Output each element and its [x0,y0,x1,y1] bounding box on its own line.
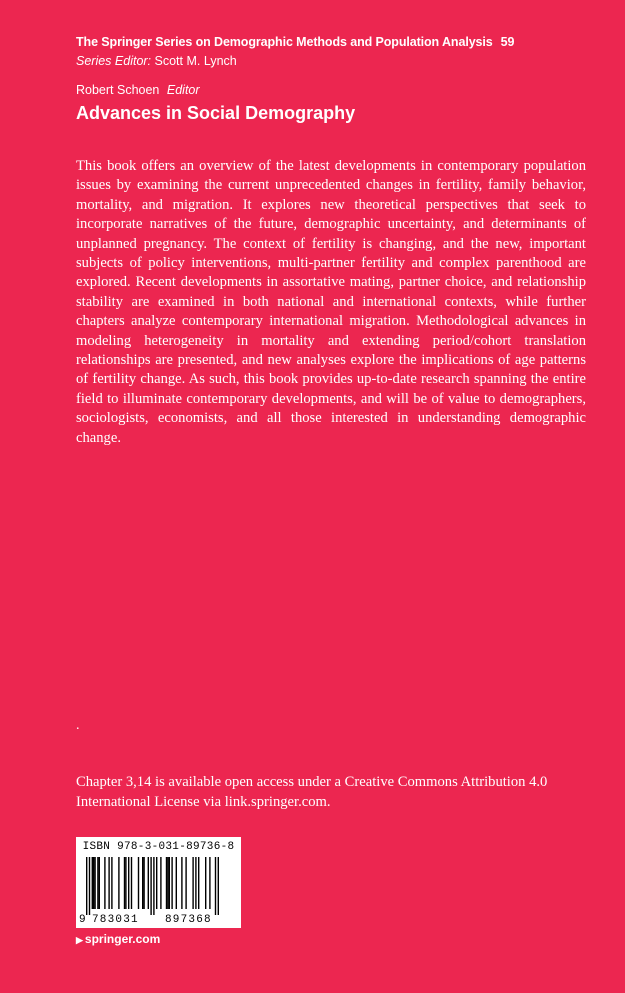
barcode-bar [128,857,129,909]
barcode-bar [138,857,139,909]
barcode-bar [198,857,199,909]
barcode-bar [176,857,177,909]
book-description: This book offers an overview of the latest developments in contemporary population issues by examining the current unprecedented changes in fertility, family behavior, mortality, and migration. It explores new theoretical perspectives that seek to incorporate narratives of the future, demographic uncertainty, and determinants of unplanned pregnancy. The context of fertility is changing, and the new, important subjects of policy interventions, multi-partner fertility and complex parenthood are explored. Recent developments in assortative mating, partner choice, and relationship stability are examined in both national and international contexts, while further chapters analyze contemporary international migration. Methodological advances in modeling heterogeneity in mortality and extending period/cohort translation relationships are presented, and new analyses explore the implications of age patterns of fertility change. As such, this book provides up-to-date research spanning the entire field to illuminate contemporary developments, and will be of value to demographers, sociologists, economists, and all those interested in understanding demographic change. [76,158,586,446]
series-title: The Springer Series on Demographic Methods and Population Analysis [76,35,493,49]
barcode-bar [111,857,112,909]
isbn-barcode [76,837,241,928]
barcode-bar [143,857,144,909]
barcode-guard-bar [86,857,87,915]
editor-label: Editor [166,83,200,97]
barcode-bar [160,857,161,909]
barcode-bar [125,857,126,909]
series-editor-line [76,54,237,68]
publisher-url: springer.com [84,932,161,946]
barcode-bar [156,857,157,909]
barcode-bar [169,857,170,909]
barcode-bar [108,857,109,909]
barcode-bar [167,857,168,909]
barcode-bar [93,857,94,909]
barcode-bar [209,857,210,909]
barcode-guard-bar [150,857,151,915]
barcode-bar [205,857,206,909]
barcode-bar [99,857,100,909]
barcode-bar [142,857,143,909]
publisher-link [76,932,160,946]
barcode-bar [124,857,125,909]
barcode-bar [181,857,182,909]
editor-line [76,83,200,97]
barcode-guard-bar [153,857,154,915]
open-access-note: Chapter 3,14 is available open access under a Creative Commons Attribution 4.0 International License via link.springer.com. [76,774,548,810]
ean-first-digit: 9 [79,914,86,926]
barcode-guard-bar [218,857,219,915]
book-title: Advances in Social Demography [76,103,356,123]
series-editor-label: Series Editor: [76,54,152,68]
barcode-bar [131,857,132,909]
barcode-bar [185,857,186,909]
arrow-icon: ▶ [76,935,83,945]
barcode-bar [195,857,196,909]
barcode-bar [94,857,95,909]
separator-dot: . [76,718,80,733]
barcode-bar [148,857,149,909]
series-number: 59 [500,35,515,49]
barcode-bar [166,857,167,909]
barcode-bar [171,857,172,909]
barcode-bar [92,857,93,909]
barcode-bar [97,857,98,909]
barcode-bar [192,857,193,909]
series-title-line [76,35,514,49]
barcode-bar [118,857,119,909]
barcode-bar [104,857,105,909]
isbn-label: ISBN 978-3-031-89736-8 [82,841,235,853]
barcode-guard-bar [215,857,216,915]
ean-left-digits: 783031 [92,914,139,926]
barcode-guard-bar [89,857,90,915]
barcode-bars [86,857,231,915]
ean-right-digits: 897368 [165,914,212,926]
series-editor-name: Scott M. Lynch [154,54,237,68]
editor-name: Robert Schoen [76,83,160,97]
